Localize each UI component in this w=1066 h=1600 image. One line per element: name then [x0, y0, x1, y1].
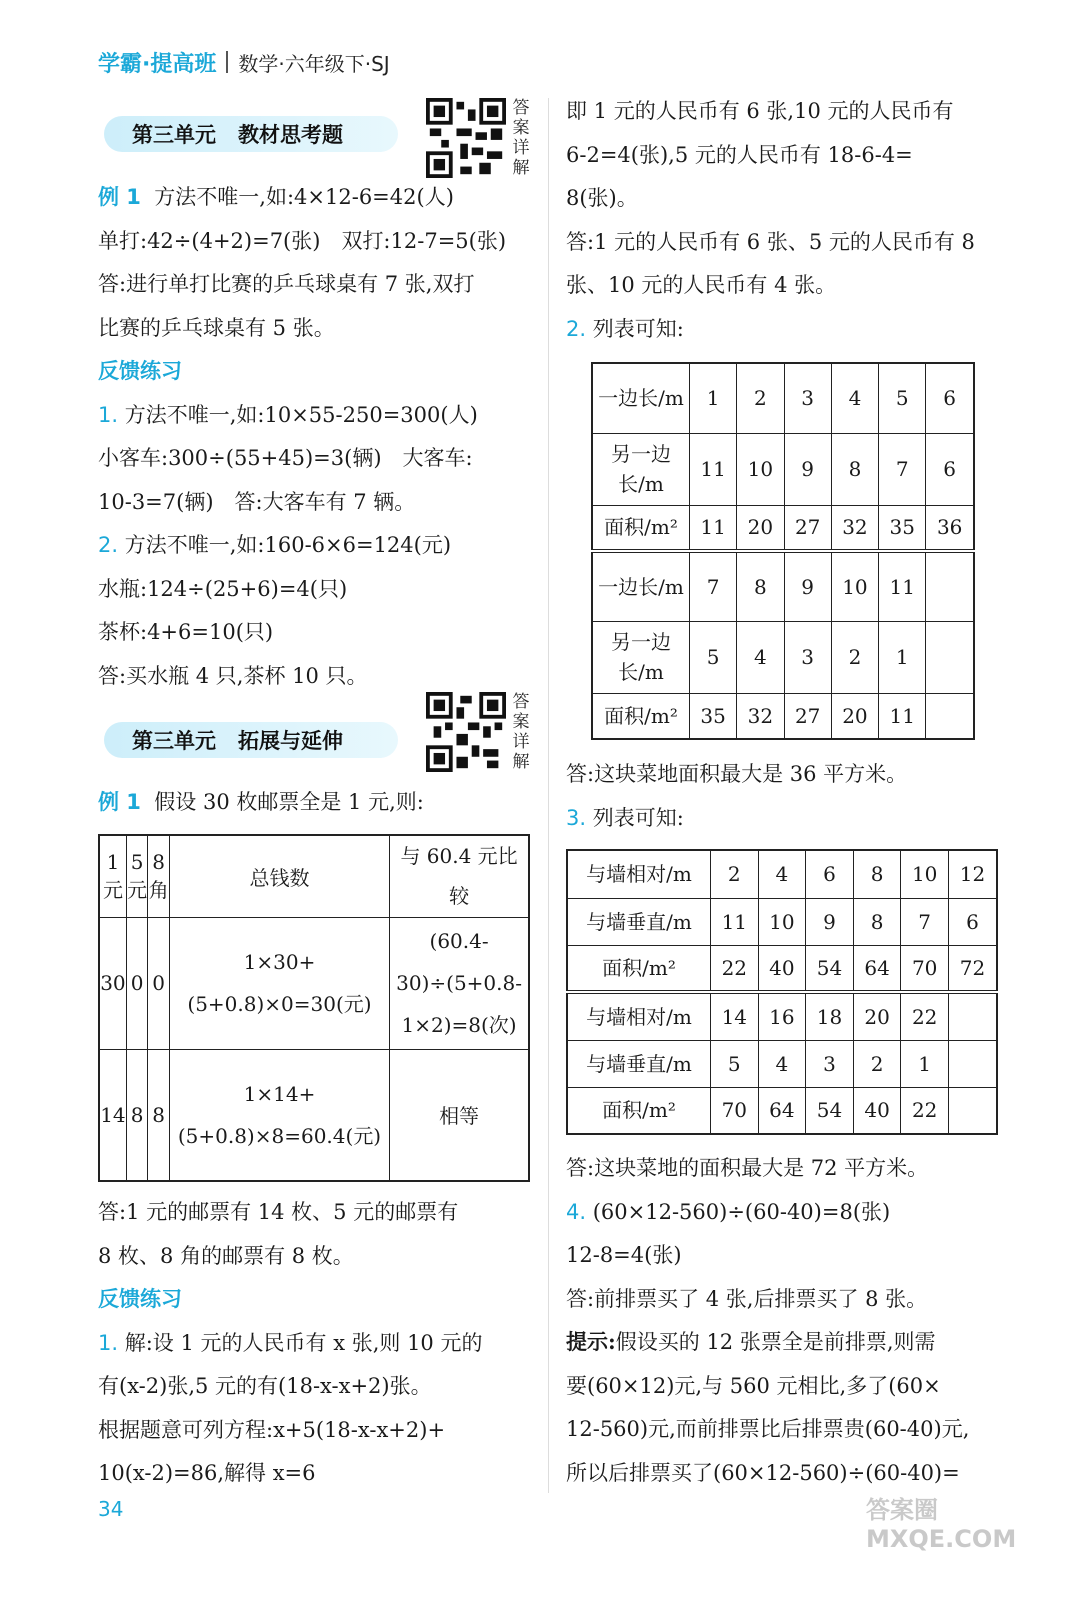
text-line — [566, 1415, 969, 1443]
table-cell: 27 — [784, 505, 831, 551]
header-cell: 8 角 — [148, 835, 169, 917]
qr-code-icon[interactable] — [426, 98, 506, 178]
stamp-table — [98, 834, 530, 1182]
line-text: 有(x-2)张,5 元的有(18-x-x+2)张。 — [98, 1374, 432, 1398]
table-cell: 9 — [784, 551, 831, 621]
table-cell: 10 — [758, 898, 806, 945]
question-3 — [566, 804, 684, 832]
line-text: 答:买水瓶 4 只,茶杯 10 只。 — [98, 663, 368, 688]
line-text: 所以后排票买了(60×12-560)÷(60-40)= — [566, 1460, 960, 1485]
text-line — [566, 315, 684, 343]
text-line — [98, 1372, 432, 1400]
text-line — [98, 183, 454, 211]
question-number: 1. — [98, 1330, 119, 1355]
text-line — [98, 1242, 354, 1270]
table-cell: 10 — [737, 433, 784, 505]
table-cell: 3 — [784, 363, 831, 433]
table-row — [592, 505, 974, 551]
section-unit: 第三单元 — [132, 729, 216, 753]
text-line — [98, 618, 273, 646]
table-row — [592, 363, 974, 433]
table-cell: 8 — [737, 551, 784, 621]
line-text: 张、10 元的人民币有 4 张。 — [566, 273, 837, 297]
text-line — [566, 271, 836, 299]
heading-text: 反馈练习 — [98, 359, 182, 383]
table-cell: 64 — [853, 945, 901, 992]
table-cell: 70 — [901, 945, 949, 992]
text-line — [566, 1241, 682, 1269]
text-line — [566, 1459, 960, 1487]
row-label: 与墙垂直/m — [567, 898, 711, 945]
row-label: 面积/m² — [567, 1087, 711, 1134]
line-text: 茶杯:4+6=10(只) — [98, 620, 274, 644]
table-cell: 0 — [148, 917, 169, 1049]
question-text: 列表可知: — [592, 806, 684, 830]
series-logo: 学霸·提高班 — [98, 51, 217, 77]
question-number: 4. — [566, 1199, 587, 1224]
line-text: 10-3=7(辆) 答:大客车有 7 辆。 — [98, 489, 416, 514]
table-cell — [948, 992, 997, 1040]
table-cell: 5 — [690, 621, 737, 693]
table-cell: 2 — [831, 621, 878, 693]
table-cell: (60.4-30)÷(5+0.8-1×2)=8(次) — [390, 917, 529, 1049]
example-intro — [98, 788, 424, 816]
book-subtitle: 数学·六年级下·SJ — [238, 51, 390, 76]
hint-label: 提示: — [566, 1329, 616, 1354]
text-line — [98, 444, 473, 472]
table-cell: 0 — [126, 917, 147, 1049]
text-line — [566, 141, 913, 169]
row-label: 一边长/m — [592, 363, 690, 433]
table-cell: 3 — [806, 1040, 854, 1087]
row-label: 与墙相对/m — [567, 992, 711, 1040]
line-text: (60×12-560)÷(60-40)=8(张) — [592, 1199, 891, 1224]
text-line — [566, 184, 638, 212]
row-label: 另一边长/m — [592, 433, 690, 505]
line-text: 答:这块菜地的面积最大是 72 平方米。 — [566, 1156, 929, 1180]
question-number: 2. — [566, 316, 587, 341]
text-line — [98, 270, 474, 298]
table-row — [567, 850, 997, 898]
text-line — [98, 1416, 445, 1444]
text-line — [98, 1198, 458, 1226]
text-line — [98, 531, 451, 559]
table-cell — [926, 621, 974, 693]
table-row — [592, 433, 974, 505]
text-line — [98, 314, 335, 342]
table-cell: 14 — [99, 1049, 126, 1181]
line-text: 10(x-2)=86,解得 x=6 — [98, 1461, 316, 1485]
table-cell: 11 — [711, 898, 759, 945]
table-row — [567, 945, 997, 992]
section-topic: 教材思考题 — [238, 123, 343, 147]
row-label: 面积/m² — [592, 693, 690, 739]
line-text: 假设买的 12 张票全是前排票,则需 — [615, 1330, 936, 1354]
table-cell: 32 — [831, 505, 878, 551]
table-cell: 11 — [879, 551, 926, 621]
table-row — [99, 917, 529, 1049]
line-text: 8(张)。 — [566, 186, 638, 210]
line-text: 答:1 元的邮票有 14 枚、5 元的邮票有 — [98, 1200, 459, 1224]
header-cell: 5 元 — [126, 835, 147, 917]
table-cell: 11 — [690, 433, 737, 505]
text-line — [98, 227, 506, 255]
table-cell: 11 — [690, 505, 737, 551]
table-row — [567, 1040, 997, 1087]
table-row — [592, 551, 974, 621]
table-cell: 6 — [806, 850, 854, 898]
line-text: 解:设 1 元的人民币有 x 张,则 10 元的 — [124, 1330, 483, 1355]
section-unit: 第三单元 — [132, 123, 216, 147]
table-cell: 7 — [901, 898, 949, 945]
table-cell: 10 — [901, 850, 949, 898]
table-cell: 35 — [690, 693, 737, 739]
line-text: 12-560)元,而前排票比后排票贵(60-40)元, — [566, 1417, 970, 1441]
text-line — [566, 1198, 890, 1226]
table-cell: 40 — [853, 1087, 901, 1134]
table-row — [99, 1049, 529, 1181]
header-cell: 总钱数 — [169, 835, 389, 917]
line-text: 小客车:300÷(55+45)=3(辆) 大客车: — [98, 446, 473, 470]
header-divider — [226, 51, 228, 73]
text-line — [566, 1328, 936, 1356]
text-line — [98, 662, 368, 690]
row-label: 与墙相对/m — [567, 850, 711, 898]
line-text: 方法不唯一,如:160-6×6=124(元) — [124, 533, 452, 557]
table-row — [567, 898, 997, 945]
table-cell: 8 — [853, 850, 901, 898]
heading-text: 反馈练习 — [98, 1287, 182, 1311]
qr-label: 答案详解 — [512, 692, 530, 772]
table-cell: 相等 — [390, 1049, 529, 1181]
table-cell: 54 — [806, 1087, 854, 1134]
table-cell: 8 — [831, 433, 878, 505]
table-cell: 4 — [831, 363, 878, 433]
question-number: 2. — [98, 533, 119, 557]
line-text: 要(60×12)元,与 560 元相比,多了(60× — [566, 1373, 941, 1398]
table-cell: 72 — [948, 945, 997, 992]
line-text: 6-2=4(张),5 元的人民币有 18-6-4= — [566, 142, 913, 167]
table-cell: 1 — [879, 621, 926, 693]
line-text: 即 1 元的人民币有 6 张,10 元的人民币有 — [566, 99, 954, 123]
question-number: 3. — [566, 806, 587, 830]
table-cell: 11 — [879, 693, 926, 739]
text-line — [566, 228, 975, 256]
line-text: 12-8=4(张) — [566, 1243, 682, 1267]
line-text: 答:1 元的人民币有 6 张、5 元的人民币有 8 — [566, 229, 975, 254]
table-header-row — [99, 835, 529, 917]
table-cell: 22 — [711, 945, 759, 992]
line-text: 根据题意可列方程:x+5(18-x-x+2)+ — [98, 1417, 446, 1442]
wall-table — [566, 849, 998, 1135]
table-cell — [948, 1087, 997, 1134]
table-cell: 5 — [879, 363, 926, 433]
table-cell: 1 — [690, 363, 737, 433]
table-cell: 16 — [758, 992, 806, 1040]
table-cell: 5 — [711, 1040, 759, 1087]
table-cell: 4 — [737, 621, 784, 693]
table-cell: 1 — [901, 1040, 949, 1087]
line-text: 水瓶:124÷(25+6)=4(只) — [98, 576, 348, 601]
table-cell — [948, 1040, 997, 1087]
side-length-table — [591, 362, 975, 740]
line-text: 单打:42÷(4+2)=7(张) 双打:12-7=5(张) — [98, 228, 507, 253]
table-cell: 12 — [948, 850, 997, 898]
table-cell: 14 — [711, 992, 759, 1040]
table-cell: 20 — [831, 693, 878, 739]
text-line — [98, 1459, 316, 1487]
table-cell: 4 — [758, 850, 806, 898]
section-topic: 拓展与延伸 — [238, 729, 343, 753]
watermark: 答案圈 MXQE.COM — [866, 1496, 1017, 1553]
table-cell — [926, 551, 974, 621]
line-text: 列表可知: — [592, 316, 684, 341]
subheading — [98, 1285, 182, 1313]
table-cell: 22 — [901, 1087, 949, 1134]
text-line — [566, 1372, 941, 1400]
table-cell: 6 — [926, 363, 974, 433]
section-title-2 — [104, 722, 398, 758]
text-line — [98, 488, 415, 516]
table-cell: 70 — [711, 1087, 759, 1134]
table-cell: 36 — [926, 505, 974, 551]
table-row — [567, 1087, 997, 1134]
table-cell: 20 — [737, 505, 784, 551]
table-cell: 1×14+(5+0.8)×8=60.4(元) — [169, 1049, 389, 1181]
example-label: 例 1 — [98, 790, 141, 814]
table-row — [592, 621, 974, 693]
question-number: 1. — [98, 402, 119, 427]
table-row — [592, 693, 974, 739]
text-line — [566, 97, 954, 125]
text-line — [566, 1285, 927, 1313]
row-label: 一边长/m — [592, 551, 690, 621]
table-cell: 6 — [948, 898, 997, 945]
line-text: 答:进行单打比赛的乒乓球桌有 7 张,双打 — [98, 272, 475, 296]
table-cell: 8 — [126, 1049, 147, 1181]
text-line — [566, 1154, 928, 1182]
line-text: 答:前排票买了 4 张,后排票买了 8 张。 — [566, 1286, 928, 1311]
example-text: 假设 30 枚邮票全是 1 元,则: — [154, 790, 424, 814]
text-line — [98, 401, 478, 429]
table-cell: 64 — [758, 1087, 806, 1134]
table-cell: 7 — [879, 433, 926, 505]
table-cell: 40 — [758, 945, 806, 992]
table-cell: 9 — [784, 433, 831, 505]
table-cell: 54 — [806, 945, 854, 992]
table-cell: 8 — [148, 1049, 169, 1181]
subheading — [98, 357, 182, 385]
table-cell: 10 — [831, 551, 878, 621]
page-header — [98, 42, 390, 82]
table-cell: 7 — [690, 551, 737, 621]
table-cell: 18 — [806, 992, 854, 1040]
table-cell: 1×30+(5+0.8)×0=30(元) — [169, 917, 389, 1049]
row-label: 面积/m² — [567, 945, 711, 992]
table-cell: 35 — [879, 505, 926, 551]
line-text: 比赛的乒乓球桌有 5 张。 — [98, 315, 335, 340]
table-cell: 20 — [853, 992, 901, 1040]
table-cell: 2 — [711, 850, 759, 898]
table-cell: 4 — [758, 1040, 806, 1087]
table-cell: 27 — [784, 693, 831, 739]
table-cell: 22 — [901, 992, 949, 1040]
table-cell: 30 — [99, 917, 126, 1049]
column-divider — [548, 98, 549, 1493]
text-line — [98, 1329, 482, 1357]
section-title-1 — [104, 116, 398, 152]
table-cell: 9 — [806, 898, 854, 945]
line-text: 方法不唯一,如:10×55-250=300(人) — [124, 402, 478, 427]
page-number: 34 — [98, 1497, 124, 1521]
table-cell: 2 — [853, 1040, 901, 1087]
table-cell: 6 — [926, 433, 974, 505]
table-cell: 32 — [737, 693, 784, 739]
table-cell: 8 — [853, 898, 901, 945]
row-label: 面积/m² — [592, 505, 690, 551]
table-cell — [926, 693, 974, 739]
line-text: 8 枚、8 角的邮票有 8 枚。 — [98, 1243, 354, 1268]
qr-code-icon[interactable] — [426, 692, 506, 772]
line-text: 方法不唯一,如:4×12-6=42(人) — [154, 185, 454, 209]
answer-line: 答:这块菜地面积最大是 36 平方米。 — [566, 762, 908, 786]
row-label: 与墙垂直/m — [567, 1040, 711, 1087]
header-cell: 1 元 — [99, 835, 126, 917]
row-label: 另一边长/m — [592, 621, 690, 693]
header-cell: 与 60.4 元比较 — [390, 835, 529, 917]
example-label: 例 1 — [98, 185, 141, 209]
table-row — [567, 992, 997, 1040]
text-line — [98, 575, 347, 603]
qr-label: 答案详解 — [512, 98, 530, 178]
table-cell: 3 — [784, 621, 831, 693]
table-cell: 2 — [737, 363, 784, 433]
